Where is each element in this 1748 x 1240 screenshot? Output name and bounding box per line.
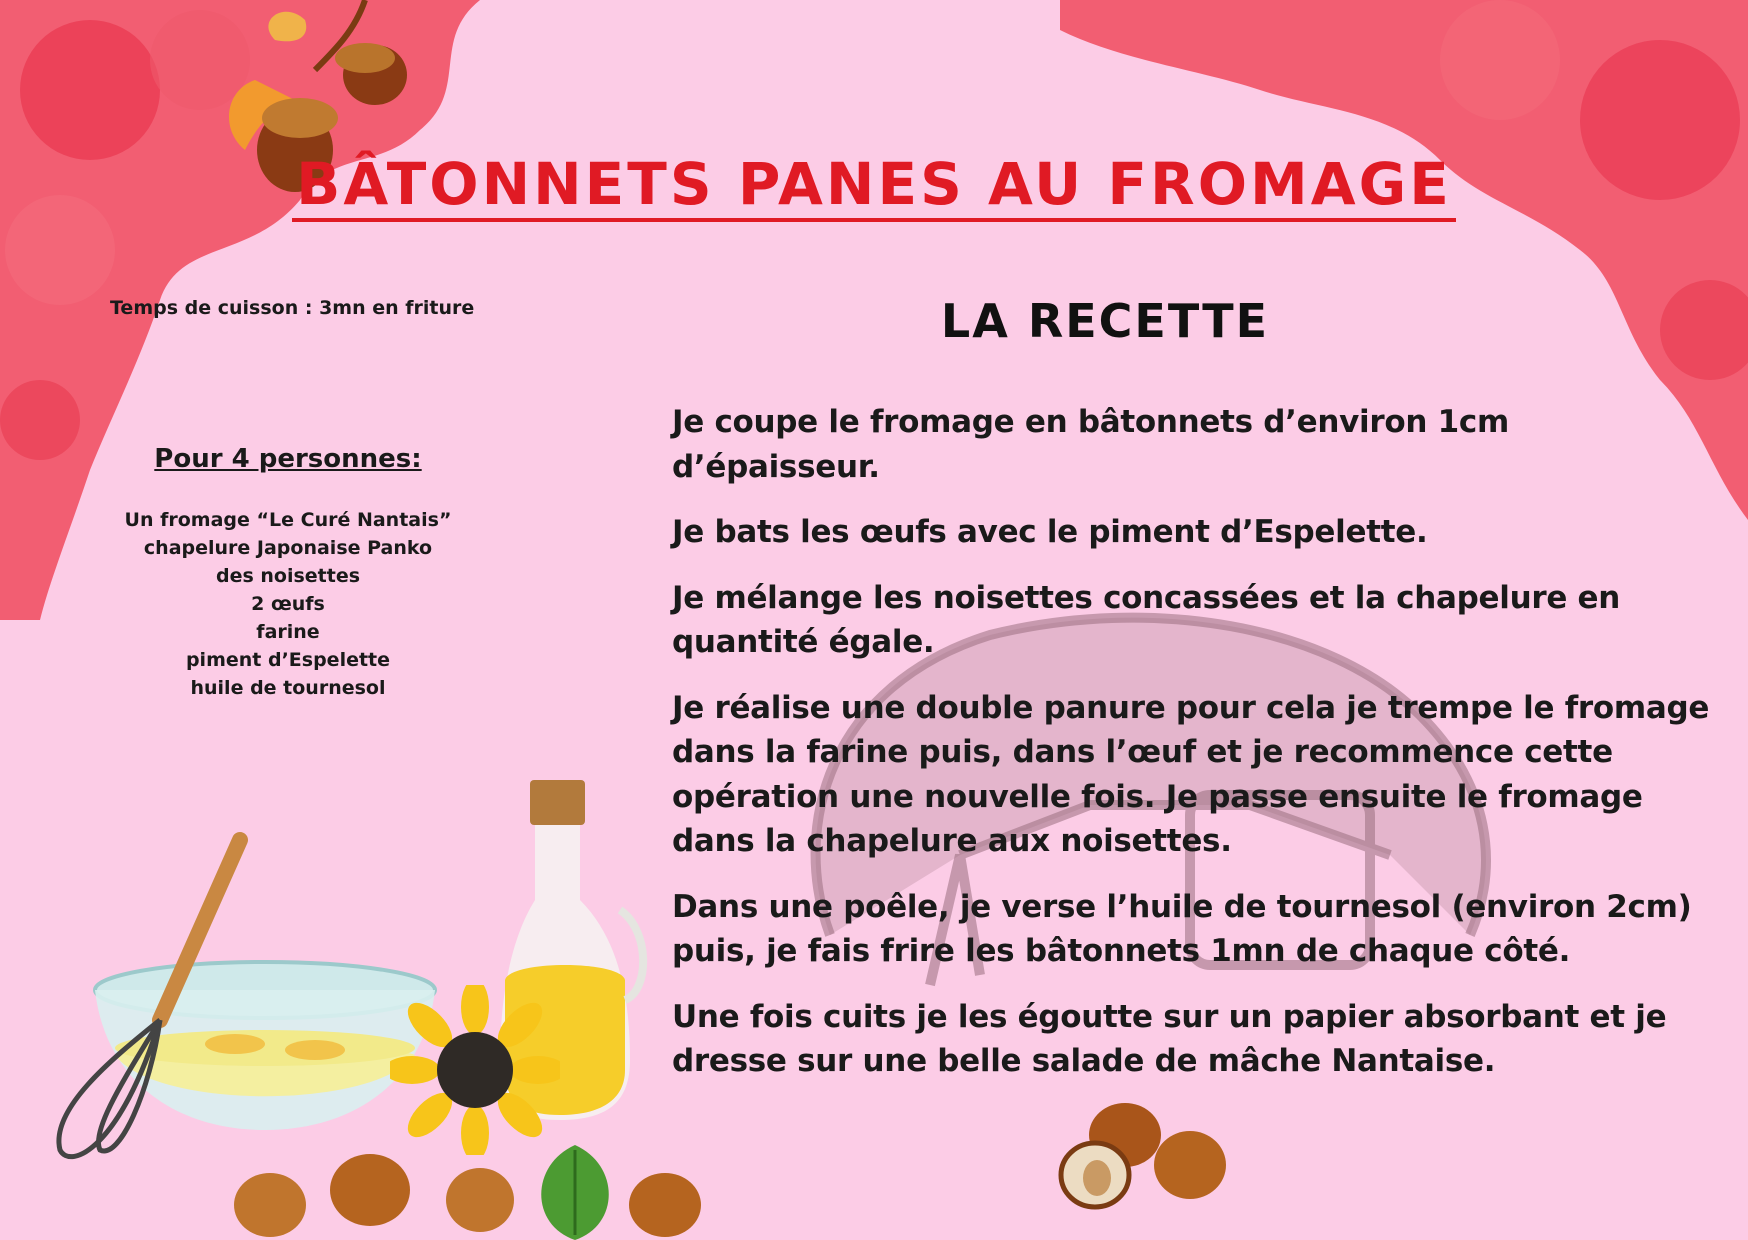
ingredients-list [0, 506, 576, 702]
ingredient-item: chapelure Japonaise Panko [143, 537, 433, 559]
page-title: BÂTONNETS PANES AU FROMAGE [0, 150, 1748, 218]
recipe-heading: LA RECETTE [940, 294, 1270, 348]
recipe-steps [672, 400, 1712, 1105]
cooking-time: Temps de cuisson : 3mn en friture [110, 297, 475, 319]
recipe-step: Une fois cuits je les égoutte sur un papier absorbant et je dresse sur une belle salade de mâche Nantaise. [672, 998, 1667, 1079]
ingredient-item: Un fromage “Le Curé Nantais” [124, 509, 452, 531]
ingredient-item: huile de tournesol [190, 677, 386, 699]
recipe-step: Dans une poêle, je verse l’huile de tournesol (environ 2cm) puis, je fais frire les bâtonnets 1mn de chaque côté. [672, 888, 1692, 969]
sunflower-icon [390, 985, 560, 1155]
ingredient-item: piment d’Espelette [185, 649, 391, 671]
ingredient-item: farine [256, 621, 320, 643]
leaf-icon [530, 1145, 620, 1240]
hazelnut-icon [230, 1145, 710, 1240]
recipe-step: Je mélange les noisettes concassées et la chapelure en quantité égale. [672, 579, 1621, 660]
ingredient-item: des noisettes [215, 565, 361, 587]
recipe-step: Je coupe le fromage en bâtonnets d’environ 1cm d’épaisseur. [672, 404, 1509, 485]
ingredient-item: 2 œufs [251, 593, 325, 615]
recipe-step: Je réalise une double panure pour cela je trempe le fromage dans la farine puis, dans l’œuf et je recommence cette opération une nouvelle fois. Je passe ensuite le fromage dans la chapelure aux noisettes. [672, 689, 1710, 859]
servings-heading: Pour 4 personnes: [154, 444, 422, 474]
recipe-step: Je bats les œufs avec le piment d’Espelette. [672, 514, 1428, 550]
whisk-icon [40, 830, 260, 1170]
hazelnut-icon [1055, 1100, 1235, 1210]
